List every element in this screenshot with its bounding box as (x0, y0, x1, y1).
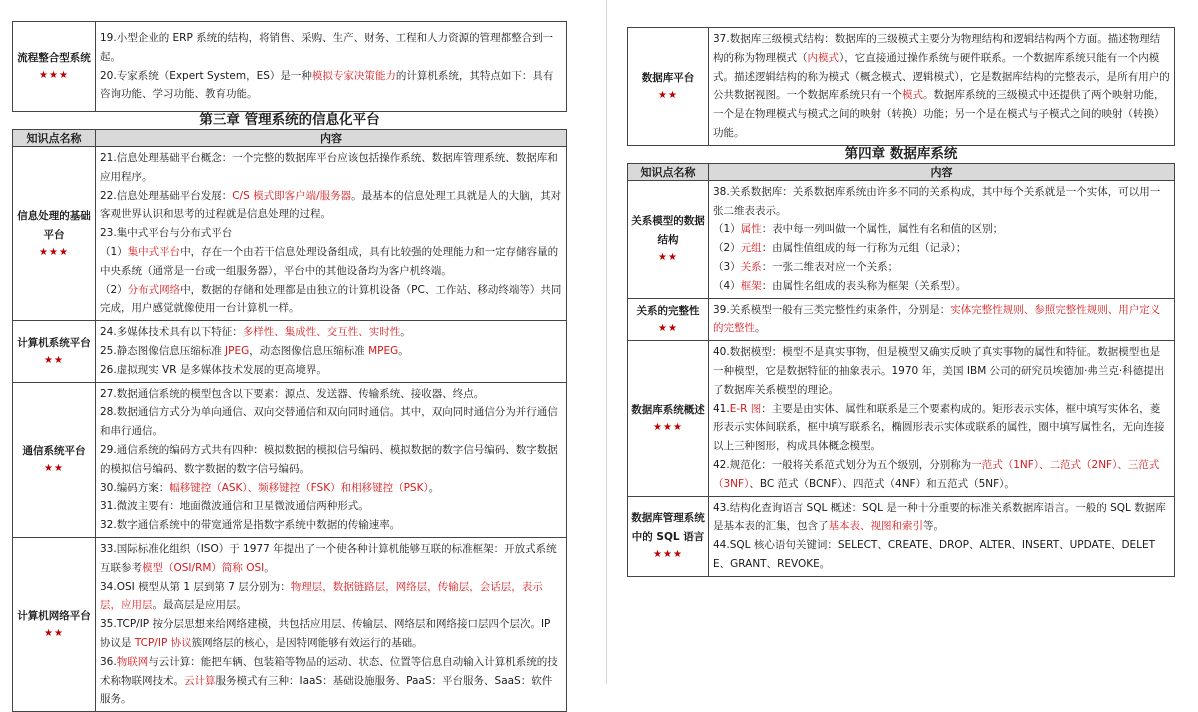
knowledge-point-content (96, 147, 567, 321)
content-paragraph (713, 301, 1170, 339)
content-paragraph (100, 187, 562, 225)
content-paragraph (100, 479, 562, 498)
text-run: 中，数据的存储和处理都是由独立的计算机设备（PC、工作站、移动终端等）共同完成，用户感觉就像使用一台计算机一样。 (100, 283, 562, 315)
text-run: ：主要是由实体、属性和联系是三个要素构成的。矩形表示实体，框中填写实体名，菱形表示实体间联系，框中填写联系名，椭圆形表示实体或联系的属性，圈中填写属性名，无向连接以上三种图形，构成具体概念模型。 (713, 402, 1165, 453)
text-run: 32.数字通信系统中的带宽通常是指数字系统中数据的传输速率。 (100, 519, 401, 532)
content-paragraph (713, 277, 1170, 296)
text-run: 簇网络层的核心，是因特网能够有效运行的基础。 (191, 636, 423, 649)
content-paragraph (100, 578, 562, 616)
highlighted-term: 多样性、集成性、交互性、实时性 (242, 326, 401, 339)
knowledge-point-name: 关系模型的数据结构 ★★ (628, 180, 709, 298)
table-row (628, 496, 1175, 576)
table-header-row (13, 130, 567, 147)
knowledge-point-name: 数据库系统概述 ★★★ (628, 341, 709, 496)
text-run: 42.规范化：一般将关系范式划分为五个级别，分别称为 (713, 458, 972, 471)
right-page (627, 27, 1175, 577)
content-paragraph (100, 615, 562, 653)
text-run: （3） (713, 260, 741, 273)
knowledge-point-content (96, 382, 567, 537)
text-run: 的计算机系统，其特点如下：具有咨询功能、学习功能、教育功能。 (100, 69, 554, 101)
text-run: 。最基本的信息处理工具就是人的大脑，其对客观世界认识和思考的过程就是信息处理的过程。 (100, 189, 562, 221)
highlighted-term: 模拟专家决策能力 (311, 69, 396, 82)
text-run: 21.信息处理基础平台概念：一个完整的数据库平台应该包括操作系统、数据库管理系统、数据库和应用程序。 (100, 152, 558, 183)
star-rating: ★★ (658, 252, 678, 264)
content-paragraph (713, 258, 1170, 277)
text-run: 26.虚拟现实 VR 是多媒体技术发展的更高境界。 (100, 363, 327, 376)
content-paragraph (100, 67, 562, 105)
content-paragraph (100, 361, 562, 380)
chapter4-table (627, 163, 1175, 577)
table-row (13, 147, 567, 321)
page-divider (606, 0, 607, 684)
text-run: （1） (713, 223, 741, 236)
text-run: 44.SQL 核心语句关键词：SELECT、CREATE、DROP、ALTER、INSERT、UPDATE、DELETE、GRANT、REVOKE。 (713, 539, 1156, 570)
text-run: 41. (713, 402, 730, 415)
content-paragraph (713, 499, 1170, 537)
chapter3-table (12, 129, 567, 712)
highlighted-term: 云计算 (184, 674, 216, 687)
table-row (13, 537, 567, 711)
highlighted-term: 框架 (740, 279, 762, 292)
knowledge-point-content (709, 341, 1175, 496)
knowledge-point-name: 流程整合型系统 ★★★ (13, 22, 96, 112)
text-run: 33.国际标准化组织（ISO）于 1977 年提出了一个使各种计算机能够互联的标准框架：开放式系统互联参考 (100, 542, 557, 574)
text-run: 25.静态图像信息压缩标准 (100, 344, 226, 357)
highlighted-term: 关系 (740, 260, 762, 273)
table-row (13, 22, 567, 112)
table-row (13, 382, 567, 537)
star-rating: ★★ (658, 322, 678, 334)
highlighted-term: 物理层，数据链路层，网络层，传输层，会话层，表示层，应用层 (100, 580, 543, 612)
highlighted-term: 模式 (902, 89, 923, 102)
text-run: 23.集中式平台与分布式平台 (100, 227, 233, 240)
left-page (12, 21, 567, 712)
content-paragraph (713, 220, 1170, 239)
content-paragraph (713, 30, 1170, 143)
text-run: 19.小型企业的 ERP 系统的结构，将销售、采购、生产、财务、工程和人力资源的管理都整合到一起。 (100, 31, 554, 63)
content-paragraph (713, 400, 1170, 456)
text-run: 34.OSI 模型从第 1 层到第 7 层分别为： (100, 580, 291, 593)
text-run: （1） (100, 245, 128, 258)
text-run: 22.信息处理基础平台发展： (100, 189, 233, 202)
star-rating: ★★★ (653, 421, 683, 433)
highlighted-term: 幅移键控（ASK）、频移键控（FSK）和相移键控（PSK） (169, 481, 429, 494)
content-paragraph (713, 536, 1170, 574)
text-run: （4） (713, 279, 741, 292)
highlighted-term: 分布式网络 (127, 283, 181, 296)
highlighted-term: TCP/IP 协议 (134, 636, 192, 649)
table-row (628, 341, 1175, 496)
content-paragraph (713, 239, 1170, 258)
star-rating: ★★ (44, 628, 64, 640)
highlighted-term: 内模式 (807, 51, 839, 64)
text-run: 。 (428, 481, 440, 494)
text-run: 等。 (923, 520, 944, 533)
knowledge-point-name: 信息处理的基础平台 ★★★ (13, 147, 96, 321)
highlighted-term: 实体完整性规则、参照完整性规则、用户定义的完整性 (713, 303, 1161, 335)
knowledge-point-name: 数据库平台 ★★ (628, 28, 709, 146)
text-run: 31.微波主要有：地面微波通信和卫星微波通信两种形式。 (100, 500, 369, 513)
text-run: ：一张二维表对应一个关系； (761, 260, 899, 273)
star-rating: ★★★ (39, 70, 69, 81)
text-run: ），它直接通过操作系统与硬件联系。一个数据库系统只能有一个内模式。描述逻辑结构的称为模式（概念模式、逻辑模式），它是数据库结构的完整表示，是所有用户的公共数据视图。一个数据库系统只有一个 (713, 51, 1170, 102)
knowledge-point-name: 通信系统平台 ★★ (13, 382, 96, 537)
text-run: 中，存在一个由若干信息处理设备组成，具有比较强的处理能力和一定存储容量的中央系统（通常是一台或一组服务器），平台中的其他设备均为客户机终端。 (100, 245, 559, 277)
column-header-content: 内容 (96, 130, 567, 147)
text-run: 24.多媒体技术具有以下特征： (100, 326, 243, 339)
content-paragraph (100, 323, 562, 342)
star-rating: ★★★ (39, 246, 69, 258)
knowledge-point-content (96, 22, 567, 112)
content-paragraph (713, 183, 1170, 221)
highlighted-term: E-R 图 (729, 402, 762, 415)
highlighted-term: 基本表、视图和索引 (828, 520, 923, 533)
text-run: 37.数据库三级模式结构：数据库的三级模式主要分为物理结构和逻辑结构两个方面。描述物理结构的称为物理模式（ (713, 33, 1161, 64)
text-run: （2） (100, 283, 128, 296)
text-run: 。 (755, 322, 766, 335)
table-row (13, 321, 567, 382)
text-run: ：由属性值组成的每一行称为元组（记录）； (761, 242, 967, 255)
knowledge-point-name: 计算机网络平台 ★★ (13, 537, 96, 711)
content-paragraph (713, 456, 1170, 494)
knowledge-point-content (709, 28, 1175, 146)
content-paragraph (713, 343, 1170, 399)
star-rating: ★★★ (653, 549, 683, 561)
text-run: ：表中每一列叫做一个属性，属性有名和值的区别； (761, 223, 1004, 236)
highlighted-term: 集中式平台 (127, 245, 181, 258)
highlighted-term: MPEG (368, 344, 399, 357)
content-paragraph (100, 441, 562, 479)
content-paragraph (100, 497, 562, 516)
text-run: 、BC 范式（BCNF）、四范式（4NF）和五范式（5NF）。 (749, 477, 1015, 490)
content-paragraph (100, 342, 562, 361)
table-row (628, 298, 1175, 341)
text-run: 28.数据通信方式分为单向通信、双向交替通信和双向同时通信。其中，双向同时通信分为并行通信和串行通信。 (100, 406, 558, 438)
highlighted-term: C/S 模式即客户端/服务器 (232, 189, 352, 202)
chapter-title: 第四章 数据库系统 (844, 145, 958, 162)
highlighted-term: 元组 (740, 242, 762, 255)
content-paragraph (100, 281, 562, 319)
table-row (628, 180, 1175, 298)
content-paragraph (100, 540, 562, 578)
content-paragraph (100, 224, 562, 243)
text-run: （2） (713, 242, 741, 255)
content-paragraph (100, 243, 562, 281)
content-paragraph (100, 516, 562, 535)
text-run: 。 (400, 326, 411, 339)
column-header-name: 知识点名称 (13, 130, 96, 147)
star-rating: ★★ (44, 463, 64, 475)
knowledge-point-content (96, 321, 567, 382)
highlighted-term: JPEG (225, 344, 250, 357)
text-run: 38.关系数据库：关系数据库系统由许多不同的关系构成，其中每个关系就是一个实体，可以用一张二维表表示。 (713, 185, 1161, 217)
text-run: 29.通信系统的编码方式共有四种：模拟数据的模拟信号编码、模拟数据的数字信号编码、数字数据的模拟信号编码、数字数据的数字信号编码。 (100, 443, 558, 475)
knowledge-point-name: 数据库管理系统中的 SQL 语言 ★★★ (628, 496, 709, 576)
text-run: 。 (264, 561, 275, 574)
highlighted-term: 模型（OSI/RM）简称 OSI (142, 561, 265, 574)
column-header-content: 内容 (709, 163, 1175, 180)
content-paragraph (100, 29, 562, 67)
highlighted-term: 属性 (740, 223, 762, 236)
text-run: 27.数据通信系统的模型包含以下要素：源点、发送器、传输系统、接收器、终点。 (100, 387, 485, 400)
left-top-table (12, 21, 567, 112)
knowledge-point-content (709, 496, 1175, 576)
content-paragraph (100, 653, 562, 709)
knowledge-point-name: 计算机系统平台 ★★ (13, 321, 96, 382)
text-run: 36. (100, 655, 117, 668)
text-run: 39.关系模型一般有三类完整性约束条件，分别是： (713, 303, 951, 316)
table-row (628, 28, 1175, 146)
column-header-name: 知识点名称 (628, 163, 709, 180)
text-run: ：由属性名组成的表头称为框架（关系型）。 (761, 279, 967, 292)
text-run: 。最高层是应用层。 (152, 599, 247, 612)
text-run: 30.编码方案： (100, 481, 170, 494)
knowledge-point-name: 关系的完整性 ★★ (628, 298, 709, 341)
chapter-title: 第三章 管理系统的信息化平台 (199, 112, 380, 128)
table-header-row (628, 163, 1175, 180)
content-paragraph (100, 385, 562, 404)
knowledge-point-content (709, 298, 1175, 341)
knowledge-point-content (96, 537, 567, 711)
text-run: 20.专家系统（Expert System，ES）是一种 (100, 69, 312, 82)
text-run: 。 (398, 344, 409, 357)
text-run: 与云计算：能把车辆、包装箱等物品的运动、状态、位置等信息自动输入计算机系统的技术称物联网技术。 (100, 655, 558, 687)
content-paragraph (100, 149, 562, 187)
right-top-table (627, 27, 1175, 146)
highlighted-term: 一范式（1NF）、二范式（2NF）、三范式（3NF） (713, 458, 1160, 490)
text-run: 。数据库系统的三级模式中还提供了两个映射功能，一个是在物理模式与模式之间的映射（转换）功能；另一个是在模式与子模式之间的映射（转换）功能。 (713, 89, 1165, 139)
content-paragraph (100, 403, 562, 441)
highlighted-term: 物联网 (116, 655, 149, 668)
knowledge-point-content (709, 180, 1175, 298)
text-run: ，动态图像信息压缩标准 (249, 344, 369, 357)
text-run: 35.TCP/IP 按分层思想来给网络建模，共包括应用层、传输层、网络层和网络接口层四个层次。IP 协议是 (100, 618, 551, 649)
star-rating: ★★ (44, 354, 64, 366)
star-rating: ★★ (658, 89, 678, 101)
text-run: 40.数据模型：模型不是真实事物，但是模型又确实反映了真实事物的属性和特征。数据模型也是一种模型，它是数据特征的抽象表示。1970 年，美国 IBM 公司的研究员埃德加·弗兰克·科德提出了数据库关系模型的理论。 (713, 346, 1165, 396)
text-run: 43.结构化查询语言 SQL 概述：SQL 是一种十分重要的标准关系数据库语言。一般的 SQL 数据库是基本表的汇集，包含了 (713, 501, 1166, 533)
text-run: 服务模式有三种：IaaS：基础设施服务、PaaS：平台服务、SaaS：软件服务。 (100, 674, 553, 706)
